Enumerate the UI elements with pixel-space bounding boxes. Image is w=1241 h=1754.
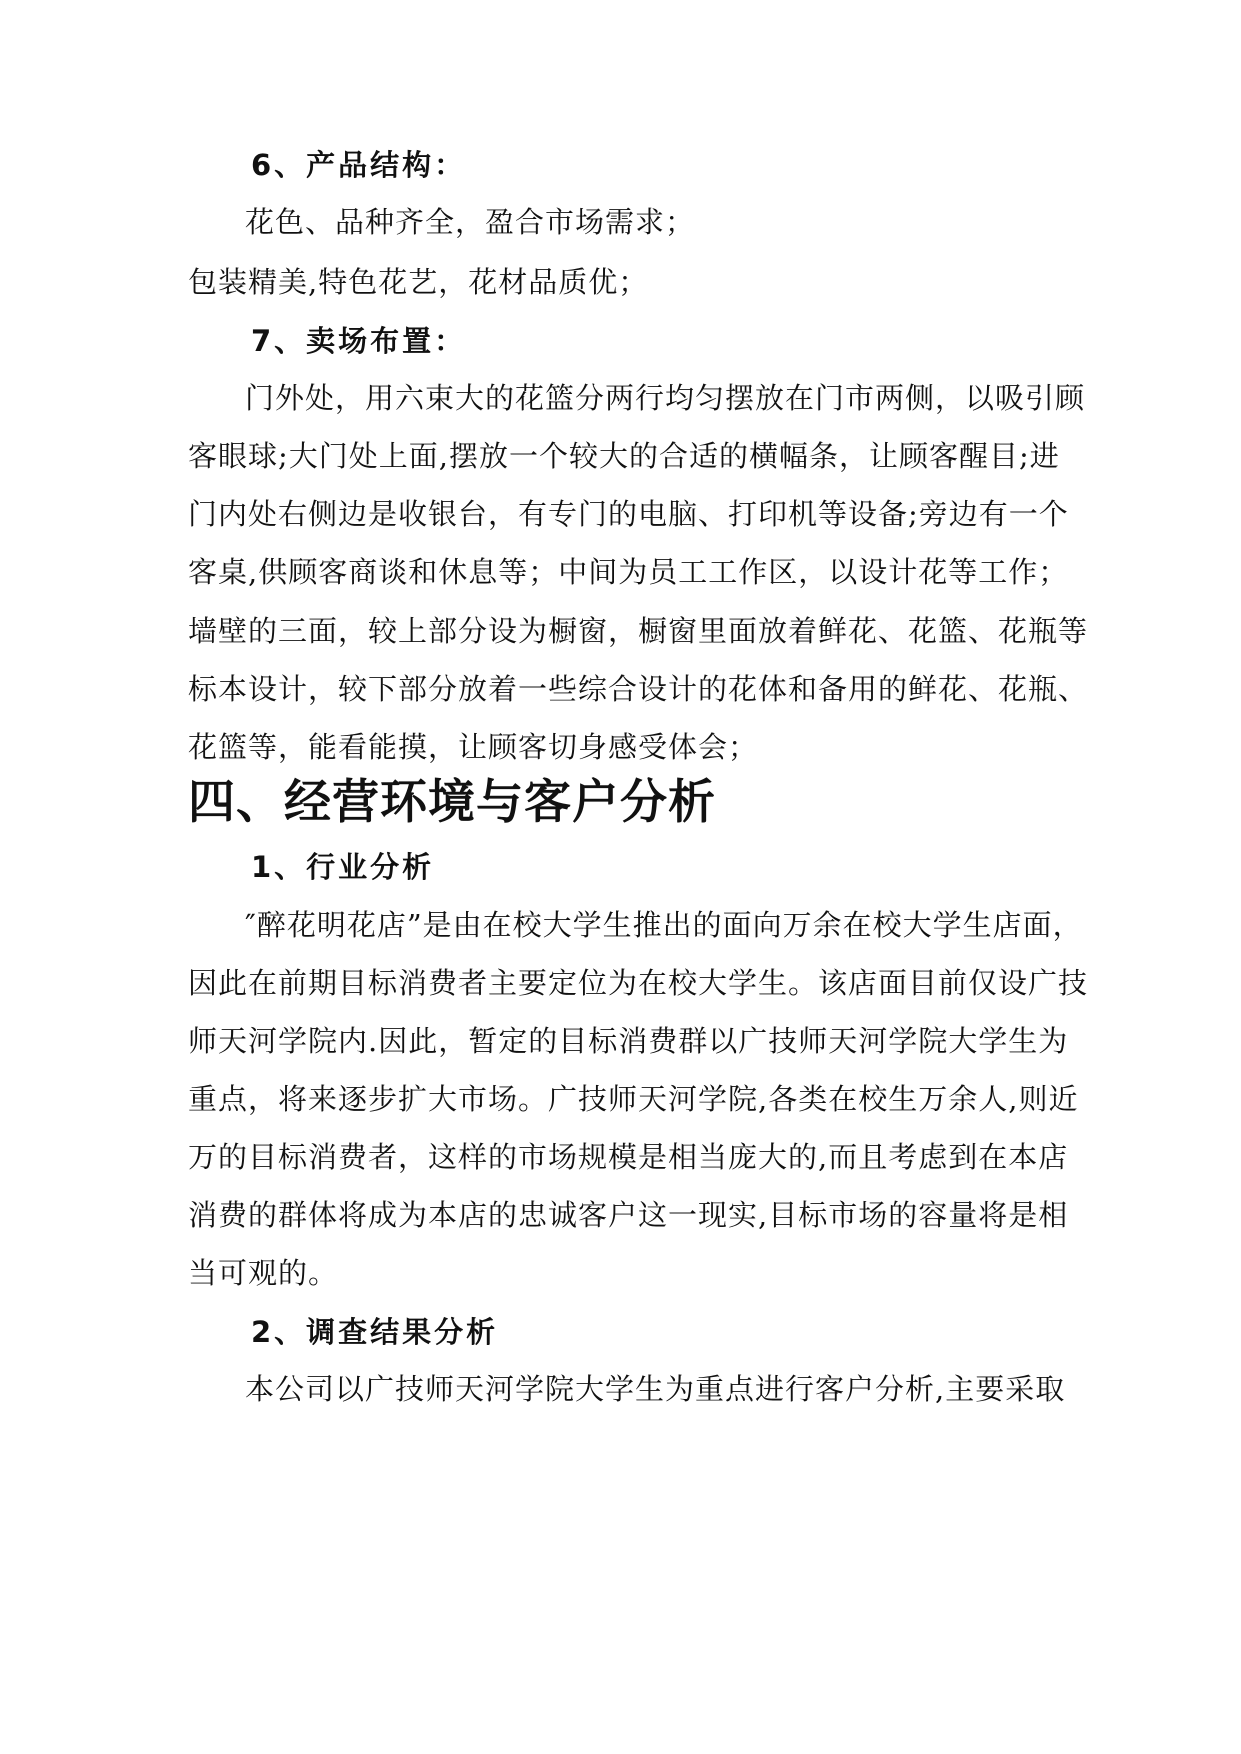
- paragraph-line: 重点，将来逐步扩大市场。广技师天河学院,各类在校生万余人,则近: [188, 1082, 1079, 1116]
- paragraph-line: 师天河学院内.因此，暂定的目标消费群以广技师天河学院大学生为: [188, 1024, 1069, 1058]
- paragraph-line: 墙壁的三面，较上部分设为橱窗，橱窗里面放着鲜花、花篮、花瓶等: [188, 614, 1089, 648]
- section-2-heading: 2、调查结果分析: [251, 1315, 499, 1349]
- section-7-heading: 7、卖场布置：: [251, 324, 467, 358]
- paragraph-line: 门外处，用六束大的花篮分两行均匀摆放在门市两侧，以吸引顾: [245, 381, 1086, 415]
- paragraph-line: 标本设计，较下部分放着一些综合设计的花体和备用的鲜花、花瓶、: [188, 672, 1089, 706]
- paragraph-line: 当可观的。: [188, 1256, 339, 1290]
- paragraph-line: ″醉花明花店”是由在校大学生推出的面向万余在校大学生店面，: [245, 908, 1083, 942]
- paragraph-line: 本公司以广技师天河学院大学生为重点进行客户分析,主要采取: [245, 1372, 1066, 1406]
- paragraph-line: 万的目标消费者，这样的市场规模是相当庞大的,而且考虑到在本店: [188, 1140, 1069, 1174]
- paragraph-line: 花色、品种齐全，盈合市场需求；: [245, 205, 696, 239]
- paragraph-line: 因此在前期目标消费者主要定位为在校大学生。该店面目前仅设广技: [188, 966, 1089, 1000]
- paragraph-line: 客眼球;大门处上面,摆放一个较大的合适的横幅条，让顾客醒目;进: [188, 439, 1060, 473]
- section-6-heading: 6、产品结构：: [251, 148, 467, 182]
- chapter-4-heading: 四、经营环境与客户分析: [188, 775, 716, 830]
- paragraph-line: 花篮等，能看能摸，让顾客切身感受体会；: [188, 730, 759, 764]
- paragraph-line: 包装精美,特色花艺，花材品质优；: [188, 265, 649, 299]
- paragraph-line: 消费的群体将成为本店的忠诚客户这一现实,目标市场的容量将是相: [188, 1198, 1069, 1232]
- paragraph-line: 客桌,供顾客商谈和休息等；中间为员工工作区，以设计花等工作；: [188, 555, 1069, 589]
- section-1-heading: 1、行业分析: [251, 850, 435, 884]
- paragraph-line: 门内处右侧边是收银台，有专门的电脑、打印机等设备;旁边有一个: [188, 497, 1069, 531]
